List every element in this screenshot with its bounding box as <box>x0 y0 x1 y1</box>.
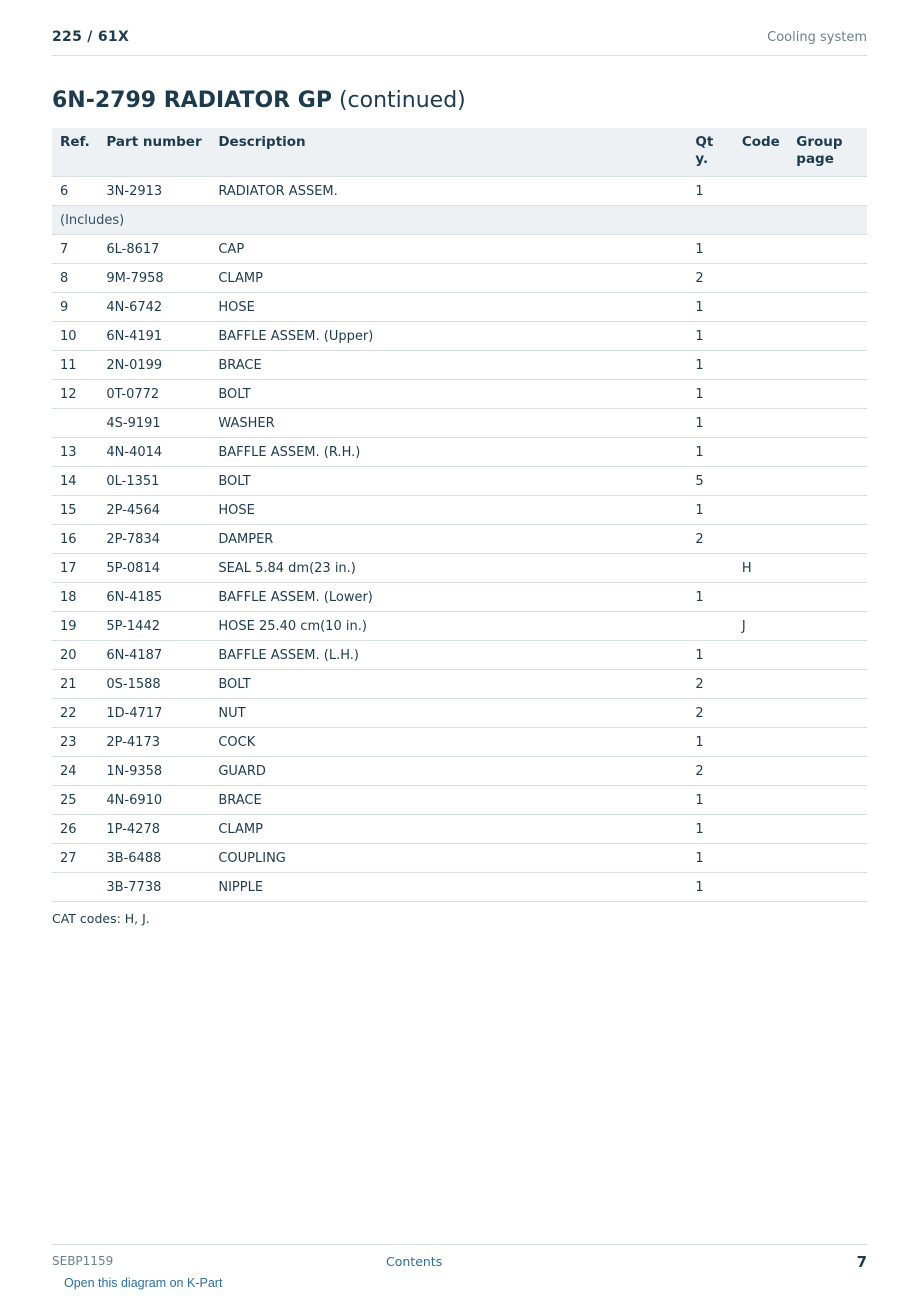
code-cell <box>734 699 788 728</box>
part-number-cell: 6N-4185 <box>98 583 210 612</box>
description-cell: HOSE 25.40 cm(10 in.) <box>210 612 687 641</box>
code-cell <box>734 293 788 322</box>
table-row <box>52 844 867 873</box>
description-cell: COUPLING <box>210 844 687 873</box>
qty-cell <box>687 554 733 583</box>
code-cell <box>734 322 788 351</box>
part-number-cell: 3B-6488 <box>98 844 210 873</box>
description-cell: BAFFLE ASSEM. (R.H.) <box>210 438 687 467</box>
group-page-cell <box>788 786 867 815</box>
part-number-cell: 1D-4717 <box>98 699 210 728</box>
table-row <box>52 438 867 467</box>
description-cell: NIPPLE <box>210 873 687 902</box>
group-page-cell <box>788 554 867 583</box>
qty-cell: 1 <box>687 815 733 844</box>
qty-cell: 1 <box>687 786 733 815</box>
description-cell: CLAMP <box>210 815 687 844</box>
table-row <box>52 670 867 699</box>
part-number-cell: 2P-7834 <box>98 525 210 554</box>
group-page-cell <box>788 264 867 293</box>
part-number-cell: 2P-4173 <box>98 728 210 757</box>
part-number-cell: 0S-1588 <box>98 670 210 699</box>
page-title <box>52 88 466 113</box>
part-number-cell: 6N-4187 <box>98 641 210 670</box>
table-note-row <box>52 206 867 235</box>
ref-cell: 13 <box>52 438 98 467</box>
description-cell: HOSE <box>210 293 687 322</box>
table-row <box>52 293 867 322</box>
group-page-cell <box>788 728 867 757</box>
group-page-cell <box>788 438 867 467</box>
code-cell <box>734 583 788 612</box>
qty-cell: 1 <box>687 641 733 670</box>
table-row <box>52 496 867 525</box>
group-page-cell <box>788 496 867 525</box>
code-cell <box>734 264 788 293</box>
group-page-cell <box>788 177 867 206</box>
qty-cell: 1 <box>687 177 733 206</box>
part-number-cell: 4N-4014 <box>98 438 210 467</box>
page-number: 7 <box>856 1253 867 1271</box>
table-row <box>52 554 867 583</box>
code-cell <box>734 670 788 699</box>
description-cell: CLAMP <box>210 264 687 293</box>
ref-cell: 9 <box>52 293 98 322</box>
column-header-qty: Qty. <box>687 128 733 177</box>
description-cell: RADIATOR ASSEM. <box>210 177 687 206</box>
qty-cell <box>687 612 733 641</box>
qty-cell: 1 <box>687 409 733 438</box>
cat-codes-note: CAT codes: H, J. <box>52 911 150 926</box>
qty-cell: 1 <box>687 293 733 322</box>
code-cell: H <box>734 554 788 583</box>
group-page-cell <box>788 757 867 786</box>
code-cell <box>734 409 788 438</box>
part-number-cell: 4N-6742 <box>98 293 210 322</box>
page-header <box>52 29 867 56</box>
part-number-cell: 6N-4191 <box>98 322 210 351</box>
table-row <box>52 467 867 496</box>
description-cell: WASHER <box>210 409 687 438</box>
group-page-cell <box>788 235 867 264</box>
group-page-cell <box>788 380 867 409</box>
part-number-cell: 1N-9358 <box>98 757 210 786</box>
group-page-cell <box>788 670 867 699</box>
code-cell: J <box>734 612 788 641</box>
description-cell: COCK <box>210 728 687 757</box>
group-page-cell <box>788 322 867 351</box>
group-page-cell <box>788 699 867 728</box>
part-number-cell: 9M-7958 <box>98 264 210 293</box>
ref-cell: 25 <box>52 786 98 815</box>
page-footer <box>52 1244 867 1275</box>
qty-cell: 1 <box>687 351 733 380</box>
ref-cell: 24 <box>52 757 98 786</box>
column-header-ref: Ref. <box>52 128 98 177</box>
qty-cell: 1 <box>687 496 733 525</box>
qty-cell: 2 <box>687 670 733 699</box>
description-cell: BAFFLE ASSEM. (Upper) <box>210 322 687 351</box>
description-cell: BRACE <box>210 351 687 380</box>
ref-cell: 17 <box>52 554 98 583</box>
table-row <box>52 612 867 641</box>
ref-cell: 21 <box>52 670 98 699</box>
qty-cell: 1 <box>687 844 733 873</box>
ref-cell: 14 <box>52 467 98 496</box>
column-header-code: Code <box>734 128 788 177</box>
part-number-cell: 2P-4564 <box>98 496 210 525</box>
code-cell <box>734 496 788 525</box>
qty-cell: 1 <box>687 380 733 409</box>
title-main: 6N-2799 RADIATOR GP <box>52 88 332 113</box>
qty-cell: 1 <box>687 873 733 902</box>
part-number-cell: 1P-4278 <box>98 815 210 844</box>
table-row <box>52 728 867 757</box>
qty-cell: 1 <box>687 235 733 264</box>
code-cell <box>734 815 788 844</box>
part-number-cell: 4N-6910 <box>98 786 210 815</box>
description-cell: BOLT <box>210 467 687 496</box>
description-cell: BOLT <box>210 380 687 409</box>
table-row <box>52 757 867 786</box>
ref-cell: 20 <box>52 641 98 670</box>
group-page-cell <box>788 525 867 554</box>
group-page-cell <box>788 641 867 670</box>
qty-cell: 2 <box>687 757 733 786</box>
ref-cell: 12 <box>52 380 98 409</box>
ref-cell: 19 <box>52 612 98 641</box>
description-cell: DAMPER <box>210 525 687 554</box>
code-cell <box>734 351 788 380</box>
part-number-cell: 0T-0772 <box>98 380 210 409</box>
part-number-cell: 3N-2913 <box>98 177 210 206</box>
description-cell: BAFFLE ASSEM. (L.H.) <box>210 641 687 670</box>
ref-cell: 10 <box>52 322 98 351</box>
parts-table-body <box>52 177 867 902</box>
contents-link[interactable]: Contents <box>386 1254 443 1269</box>
qty-cell: 2 <box>687 699 733 728</box>
code-cell <box>734 438 788 467</box>
ref-cell: 11 <box>52 351 98 380</box>
table-header-row <box>52 128 867 177</box>
group-page-cell <box>788 409 867 438</box>
description-cell: SEAL 5.84 dm(23 in.) <box>210 554 687 583</box>
qty-cell: 5 <box>687 467 733 496</box>
parts-table <box>52 128 867 902</box>
part-number-cell: 4S-9191 <box>98 409 210 438</box>
qty-cell: 2 <box>687 264 733 293</box>
qty-cell: 2 <box>687 525 733 554</box>
ref-cell <box>52 409 98 438</box>
description-cell: BOLT <box>210 670 687 699</box>
ref-cell: 18 <box>52 583 98 612</box>
code-cell <box>734 467 788 496</box>
table-row <box>52 525 867 554</box>
group-page-cell <box>788 583 867 612</box>
column-header-part-number: Part number <box>98 128 210 177</box>
ref-cell: 6 <box>52 177 98 206</box>
group-page-cell <box>788 467 867 496</box>
title-suffix: (continued) <box>331 88 466 113</box>
code-cell <box>734 757 788 786</box>
section-number: 225 / 61X <box>52 29 130 45</box>
table-row <box>52 235 867 264</box>
qty-cell: 1 <box>687 583 733 612</box>
table-row <box>52 699 867 728</box>
ref-cell: 15 <box>52 496 98 525</box>
table-row <box>52 583 867 612</box>
document-id: SEBP1159 <box>52 1254 114 1268</box>
description-cell: CAP <box>210 235 687 264</box>
code-cell <box>734 844 788 873</box>
column-header-group-page: Group page <box>788 128 867 177</box>
open-in-kpart-link[interactable]: Open this diagram on K-Part <box>64 1276 223 1290</box>
table-row <box>52 409 867 438</box>
table-row <box>52 351 867 380</box>
ref-cell: 26 <box>52 815 98 844</box>
ref-cell: 8 <box>52 264 98 293</box>
code-cell <box>734 235 788 264</box>
table-row <box>52 786 867 815</box>
ref-cell: 16 <box>52 525 98 554</box>
table-row <box>52 177 867 206</box>
description-cell: BAFFLE ASSEM. (Lower) <box>210 583 687 612</box>
group-page-cell <box>788 815 867 844</box>
table-row <box>52 380 867 409</box>
table-row <box>52 264 867 293</box>
part-number-cell: 5P-0814 <box>98 554 210 583</box>
ref-cell: 7 <box>52 235 98 264</box>
qty-cell: 1 <box>687 322 733 351</box>
group-page-cell <box>788 612 867 641</box>
group-page-cell <box>788 293 867 322</box>
part-number-cell: 5P-1442 <box>98 612 210 641</box>
description-cell: NUT <box>210 699 687 728</box>
qty-cell: 1 <box>687 438 733 467</box>
description-cell: GUARD <box>210 757 687 786</box>
qty-cell: 1 <box>687 728 733 757</box>
table-row <box>52 815 867 844</box>
part-number-cell: 3B-7738 <box>98 873 210 902</box>
group-page-cell <box>788 844 867 873</box>
ref-cell: 23 <box>52 728 98 757</box>
group-page-cell <box>788 873 867 902</box>
code-cell <box>734 380 788 409</box>
group-page-cell <box>788 351 867 380</box>
table-row <box>52 641 867 670</box>
part-number-cell: 0L-1351 <box>98 467 210 496</box>
code-cell <box>734 786 788 815</box>
code-cell <box>734 873 788 902</box>
table-row <box>52 873 867 902</box>
code-cell <box>734 525 788 554</box>
ref-cell: 22 <box>52 699 98 728</box>
description-cell: HOSE <box>210 496 687 525</box>
code-cell <box>734 177 788 206</box>
description-cell: BRACE <box>210 786 687 815</box>
code-cell <box>734 641 788 670</box>
ref-cell: 27 <box>52 844 98 873</box>
section-category: Cooling system <box>767 30 867 45</box>
column-header-description: Description <box>210 128 687 177</box>
ref-cell <box>52 873 98 902</box>
table-row <box>52 322 867 351</box>
part-number-cell: 2N-0199 <box>98 351 210 380</box>
code-cell <box>734 728 788 757</box>
note-cell: (Includes) <box>52 206 867 235</box>
part-number-cell: 6L-8617 <box>98 235 210 264</box>
